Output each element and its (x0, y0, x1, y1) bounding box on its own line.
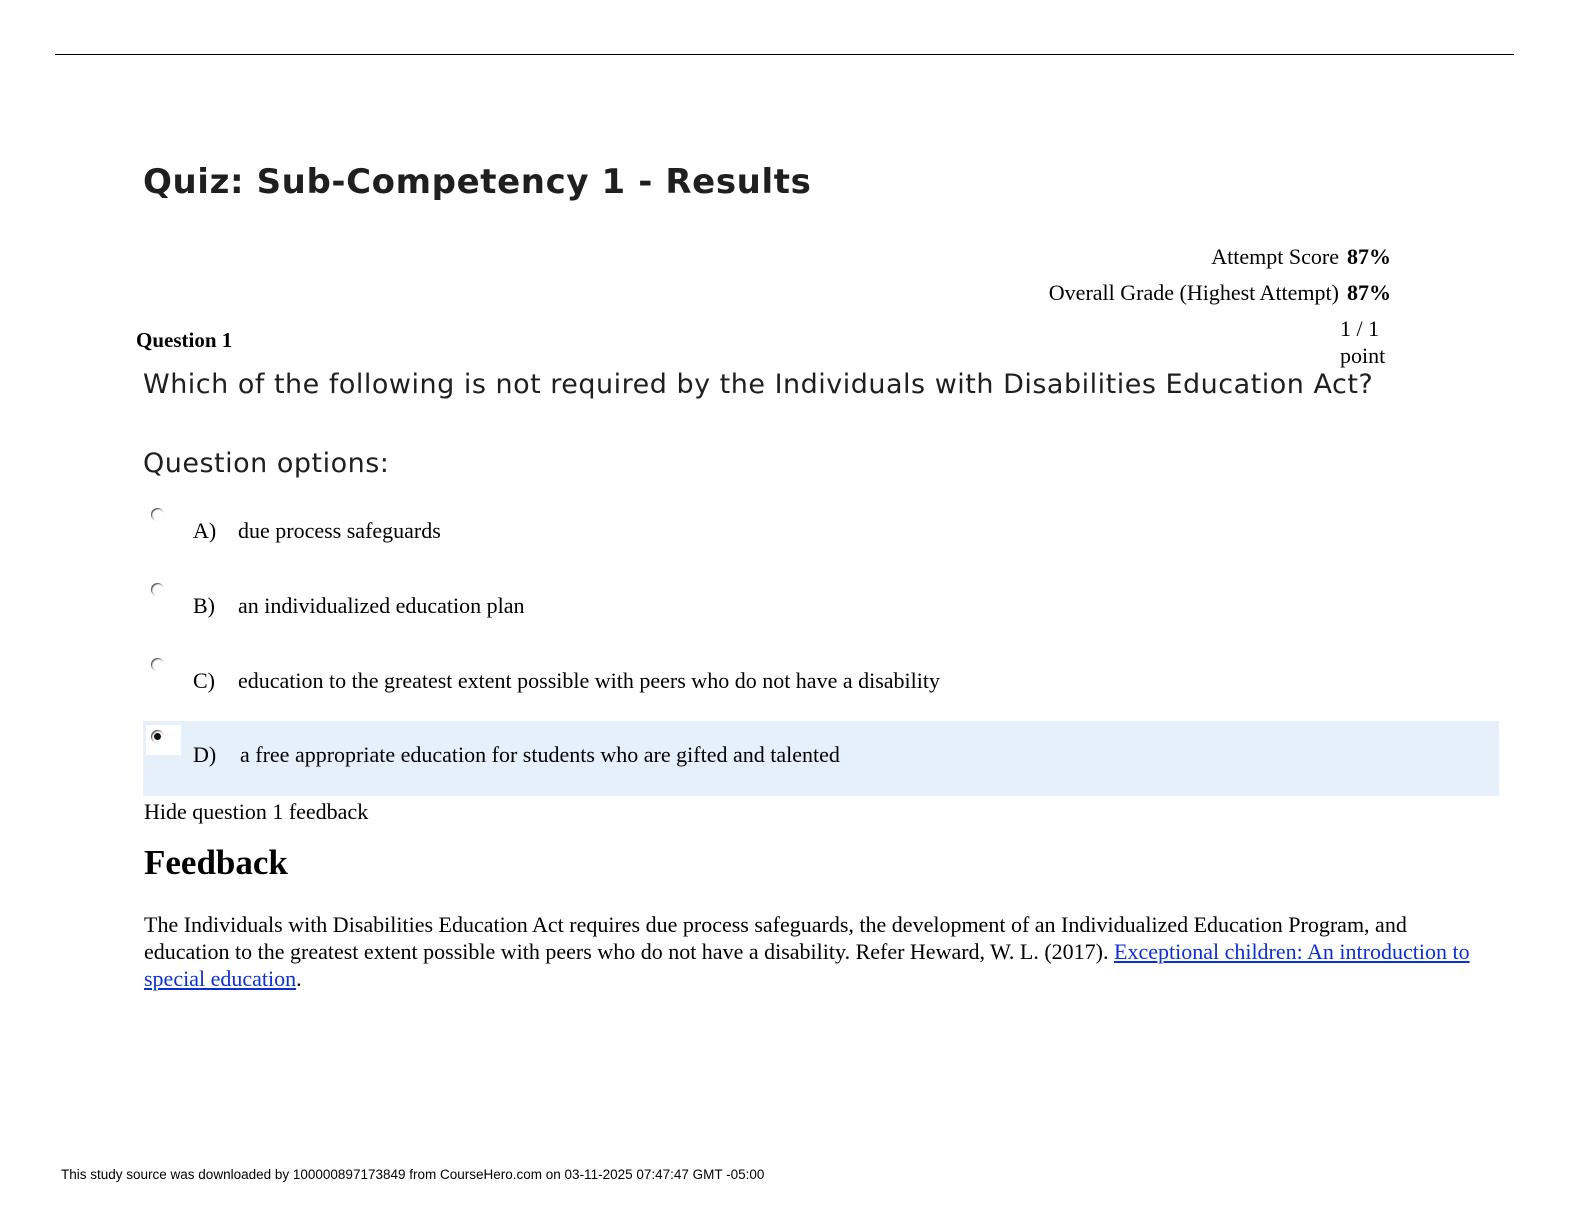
reference-link[interactable]: Exceptional children: An introduction to special education (144, 939, 1470, 991)
overall-grade-label: Overall Grade (Highest Attempt) (1048, 280, 1339, 305)
radio-unchecked-icon[interactable] (151, 508, 164, 521)
attempt-score (1211, 244, 1391, 270)
attempt-score-label: Attempt Score (1211, 244, 1339, 269)
radio-unchecked-icon[interactable] (151, 583, 164, 596)
option-d-text: a free appropriate education for students who are gifted and talented (240, 742, 840, 767)
option-c-text: education to the greatest extent possible with peers who do not have a disability (238, 668, 940, 693)
attempt-score-value: 87% (1347, 244, 1391, 269)
download-footer-note: This study source was downloaded by 100000897173849 from CourseHero.com on 03-11-2025 07:47:47 GMT -05:00 (61, 1167, 765, 1182)
option-c-letter: C) (193, 668, 215, 693)
page-title: Quiz: Sub-Competency 1 - Results (143, 162, 812, 202)
option-a[interactable] (143, 500, 1499, 575)
overall-grade-value: 87% (1347, 280, 1391, 305)
top-divider (55, 54, 1514, 55)
question-points (1340, 315, 1400, 369)
points-score: 1 / 1 (1340, 316, 1380, 341)
overall-grade (1049, 280, 1391, 306)
feedback-body-text: The Individuals with Disabilities Education Act requires due process safeguards, the development of an Individualized Education Program, and education to the greatest extent possible with peers who do not have a disability. Refer Heward, W. L. (2017). (144, 912, 1407, 964)
option-b-letter: B) (193, 593, 215, 618)
option-d-radio-container (146, 725, 181, 755)
radio-unchecked-icon[interactable] (151, 658, 164, 671)
question-options-heading: Question options: (143, 448, 390, 479)
feedback-heading: Feedback (144, 843, 288, 882)
question-label: Question 1 (136, 328, 233, 352)
feedback-trailing: . (296, 966, 302, 991)
question-text: Which of the following is not required by the Individuals with Disabilities Education Act? (143, 369, 1374, 400)
hide-feedback-toggle[interactable]: Hide question 1 feedback (144, 799, 369, 824)
option-c[interactable] (143, 650, 1499, 725)
option-a-text: due process safeguards (238, 518, 441, 543)
feedback-body (144, 911, 1489, 992)
option-b[interactable] (143, 575, 1499, 650)
option-a-radio-container (146, 503, 181, 533)
option-c-radio-container (146, 653, 181, 683)
option-b-radio-container (146, 578, 181, 608)
radio-checked-icon[interactable] (151, 730, 164, 743)
option-d-selected[interactable] (143, 721, 1499, 796)
option-d-letter: D) (193, 742, 217, 767)
option-a-letter: A) (193, 518, 217, 543)
points-unit: point (1340, 343, 1386, 368)
option-b-text: an individualized education plan (238, 593, 525, 618)
